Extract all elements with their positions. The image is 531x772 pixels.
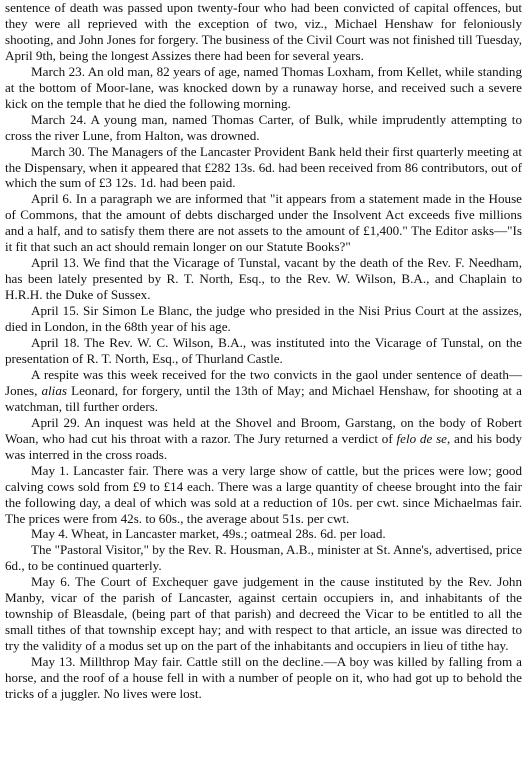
paragraph-text: Leonard, for forgery, until the 13th of May; and Michael Henshaw, for shooting at a watchman, till further orders.	[5, 382, 522, 414]
paragraph-text: April 29. An inquest was held at the Shovel and Broom, Garstang, on the body of Robert Woan, who had cut his throat with a razor. The Jury returned a verdict of	[5, 414, 522, 446]
italic-text: felo de se	[396, 430, 447, 446]
document-page	[5, 0, 522, 702]
paragraph-text: May 4. Wheat, in Lancaster market, 49s.; oatmeal 28s. 6d. per load.	[31, 526, 386, 542]
paragraph-text: The "Pastoral Visitor," by the Rev. R. Housman, A.B., minister at St. Anne's, advertised, price 6d., to be continued quarterly.	[5, 542, 522, 574]
paragraph-text: , and his body was interred in the cross roads.	[5, 430, 522, 462]
paragraph-text: May 13. Millthrop May fair. Cattle still on the decline.—A boy was killed by falling from a horse, and the roof of a house fell in with a number of people on it, who had got up to behold the tricks of a juggler. No lives were lost.	[5, 654, 522, 701]
paragraph-text: March 23. An old man, 82 years of age, named Thomas Loxham, from Kellet, while standing at the bottom of Moor-lane, was knocked down by a runaway horse, and received such a severe kick on the temple that he died the following morning.	[5, 63, 522, 111]
paragraph-text: April 18. The Rev. W. C. Wilson, B.A., was instituted into the Vicarage of Tunstal, on the presentation of R. T. North, Esq., of Thurland Castle.	[5, 335, 522, 366]
paragraph-may-13	[5, 654, 522, 702]
paragraph-assizes-continuation	[5, 0, 522, 64]
paragraph-april-18	[5, 335, 522, 367]
paragraph-april-29	[5, 415, 522, 463]
paragraph-text: April 6. In a paragraph we are informed that "it appears from a statement made in the House of Commons, that the amount of debts discharged under the Insolvent Act exceeds five millions and a half, and to satisfy them there are not assets to the amount of £1,400." The Editor asks—"Is it fit that such an act should remain longer on our Statute Books?"	[5, 191, 522, 255]
paragraph-text: sentence of death was passed upon twenty-four who had been convicted of capital offences, but they were all reprieved with the exception of two, viz., Michael Henshaw for feloniously shooting, and John Jones for forgery. The business of the Civil Court was not finished till Tuesday, April 9th, being the longest Assizes there had been for several years.	[5, 0, 522, 63]
paragraph-may-4	[5, 526, 522, 542]
paragraph-march-30	[5, 144, 522, 192]
paragraph-respite	[5, 367, 522, 415]
paragraph-text: April 13. We find that the Vicarage of Tunstal, vacant by the death of the Rev. F. Needham, has been lately presented by R. T. North, Esq., to the Rev. W. Wilson, B.A., and Chaplain to H.R.H. the Duke of Sussex.	[5, 255, 522, 303]
paragraph-pastoral-visitor	[5, 542, 522, 574]
paragraph-april-6	[5, 191, 522, 255]
paragraph-april-13	[5, 255, 522, 303]
paragraph-text: May 1. Lancaster fair. There was a very large show of cattle, but the prices were low; good calving cows sold from £9 to £14 each. There was a large quantity of cheese brought into the fair the following day, a deal of which was sold at a reduction of 10s. per cwt. since Michaelmas fair. The prices were from 42s. to 60s., the average about 51s. per cwt.	[5, 462, 522, 526]
paragraph-may-1	[5, 463, 522, 527]
italic-text: alias	[41, 382, 67, 398]
paragraph-march-24	[5, 112, 522, 144]
paragraph-text: March 24. A young man, named Thomas Carter, of Bulk, while imprudently attempting to cross the river Lune, from Halton, was drowned.	[5, 111, 522, 143]
paragraph-may-6	[5, 574, 522, 654]
paragraph-text: March 30. The Managers of the Lancaster Provident Bank held their first quarterly meeting at the Dispensary, when it appeared that £282 13s. 6d. had been received from 86 contributors, out of which the sum of £3 12s. 1d. had been paid.	[5, 143, 522, 191]
paragraph-text: A respite was this week received for the two convicts in the gaol under sentence of death—Jones,	[5, 366, 522, 398]
paragraph-text: May 6. The Court of Exchequer gave judgement in the cause instituted by the Rev. John Manby, vicar of the parish of Lancaster, against certain occupiers in, and inhabitants of the township of Bleasdale, (being part of that parish) and decreed the Vicar to be entitled to all the small tithes of that township except hay; and with respect to that article, an issue was directed to try the validity of a modus set up on the part of the inhabitants and occupiers in lieu of tithe hay.	[5, 574, 522, 654]
paragraph-march-23	[5, 64, 522, 112]
paragraph-text: April 15. Sir Simon Le Blanc, the judge who presided in the Nisi Prius Court at the assizes, died in London, in the 68th year of his age.	[5, 303, 522, 335]
paragraph-april-15	[5, 303, 522, 335]
